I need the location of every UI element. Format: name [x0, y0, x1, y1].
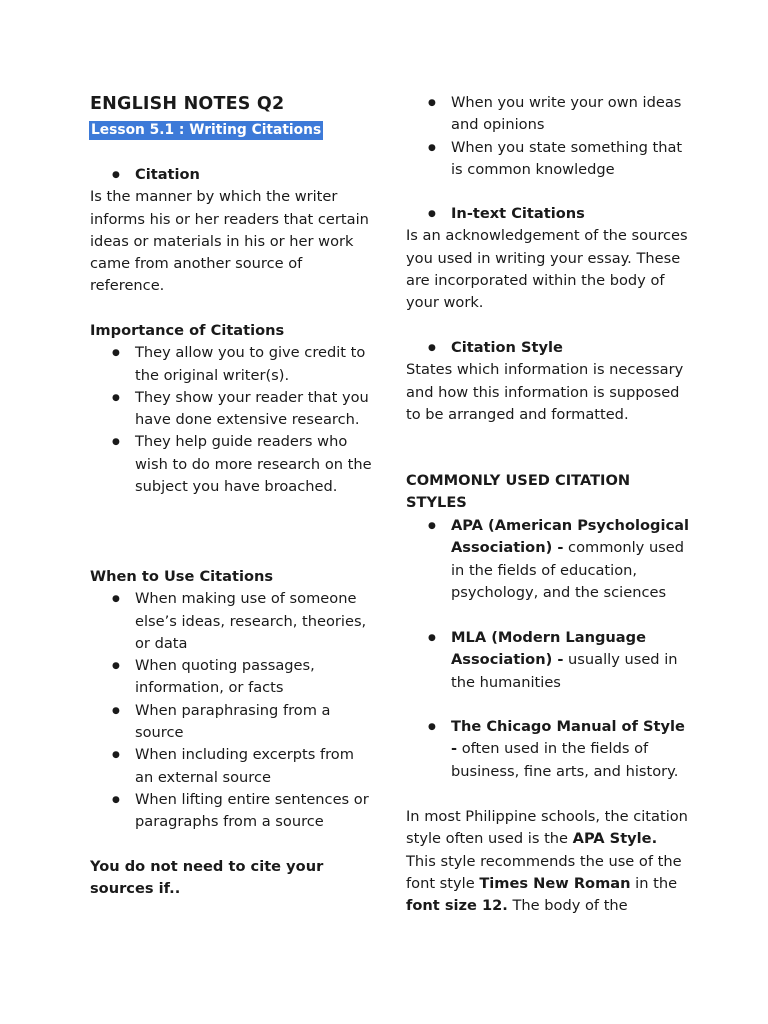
intext-section	[406, 203, 691, 314]
para-bold: font size 12.	[406, 897, 508, 915]
citation-section	[90, 164, 375, 298]
page-title: ENGLISH NOTES Q2	[90, 94, 285, 114]
apa-paragraph	[406, 806, 691, 917]
list-item	[406, 515, 691, 604]
importance-heading: Importance of Citations	[90, 322, 285, 339]
para-text: The body of the	[507, 897, 628, 915]
lesson-heading-highlight: Lesson 5.1 : Writing Citations	[91, 122, 322, 138]
list-item: ● When paraphrasing from a source	[90, 700, 375, 745]
style-item-mla	[406, 627, 691, 694]
common-styles-heading: COMMONLY USED CITATION STYLES	[406, 472, 631, 512]
style-desc: usually used in the humanities	[451, 651, 678, 691]
style-term: ● Citation Style	[406, 337, 691, 359]
list-item: ● They show your reader that you have done extensive research.	[90, 387, 375, 432]
para-text: This style recommends the use of the font style	[406, 852, 682, 892]
list-item: ● When including excerpts from an external source	[90, 744, 375, 789]
style-definition: States which information is necessary and how this information is supposed to be arranged and formatted.	[406, 361, 684, 423]
intext-term: ● In-text Citations	[406, 203, 691, 225]
intext-definition: Is an acknowledgement of the sources you used in writing your essay. These are incorporated within the body of your work.	[406, 227, 688, 312]
style-desc: often used in the fields of business, fine arts, and history.	[451, 740, 679, 780]
style-name: APA (American Psychological Association) -	[451, 517, 689, 557]
para-bold: APA Style.	[572, 830, 658, 848]
style-item-apa	[406, 515, 691, 604]
style-name: The Chicago Manual of Style -	[451, 718, 685, 758]
para-text: in the	[630, 874, 678, 892]
list-item	[406, 627, 691, 694]
list-item	[406, 716, 691, 783]
no-cite-heading: You do not need to cite your sources if..	[90, 858, 324, 898]
para-bold: Times New Roman	[479, 874, 631, 892]
when-section	[90, 566, 375, 834]
style-name: MLA (Modern Language Association) -	[451, 629, 646, 669]
importance-section	[90, 320, 375, 498]
no-cite-list	[406, 92, 691, 181]
list-item: ● When you state something that is common knowledge	[406, 137, 691, 182]
list-item: ● They help guide readers who wish to do more research on the subject you have broached.	[90, 431, 375, 498]
style-item-chicago	[406, 716, 691, 783]
list-item: ● When lifting entire sentences or paragraphs from a source	[90, 789, 375, 834]
style-desc: commonly used in the fields of education, psychology, and the sciences	[451, 539, 685, 601]
style-section	[406, 337, 691, 426]
list-item: ● When quoting passages, information, or facts	[90, 655, 375, 700]
when-heading: When to Use Citations	[90, 568, 274, 585]
citation-definition: Is the manner by which the writer informs his or her readers that certain ideas or materials in his or her work came from another source of reference.	[90, 188, 369, 295]
citation-term: ● Citation	[90, 164, 375, 186]
para-text: In most Philippine schools, the citation style often used is the	[406, 808, 688, 848]
list-item: ● When making use of someone else’s ideas, research, theories, or data	[90, 588, 375, 655]
list-item: ● When you write your own ideas and opinions	[406, 92, 691, 137]
list-item: ● They allow you to give credit to the original writer(s).	[90, 342, 375, 387]
